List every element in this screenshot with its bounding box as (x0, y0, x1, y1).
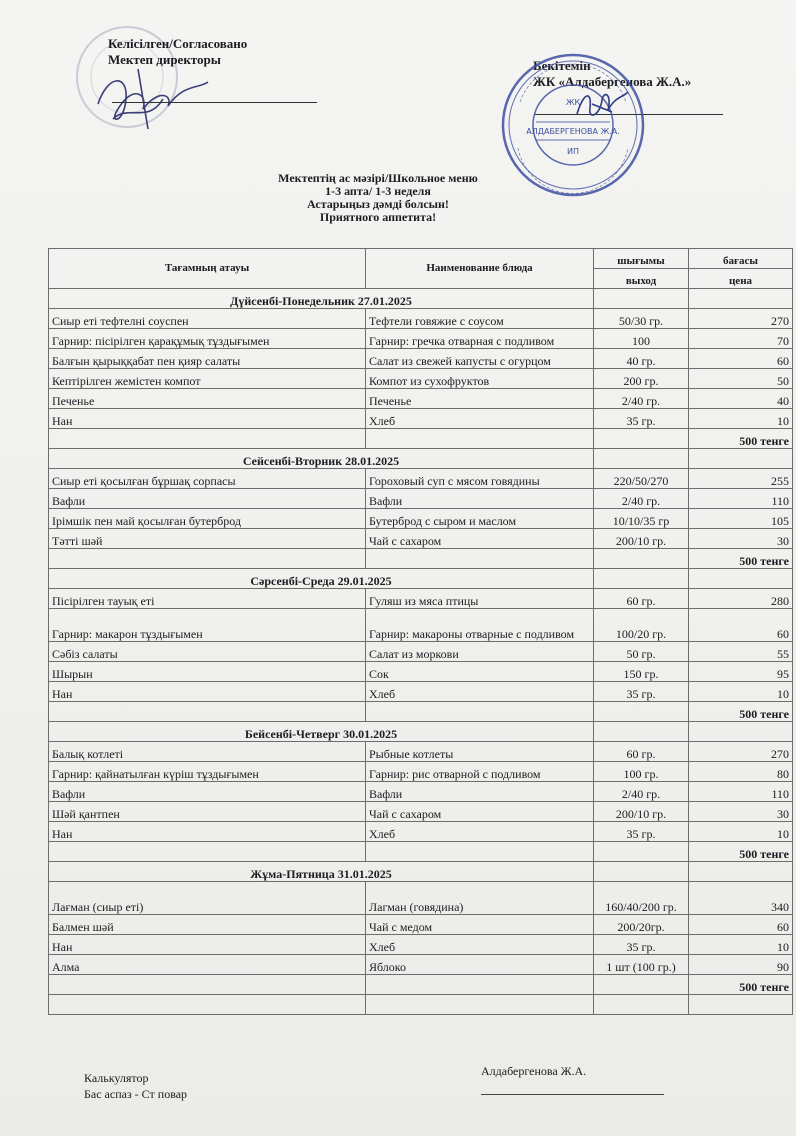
dish-price: 80 (689, 762, 793, 782)
dish-name-ru: Сок (366, 662, 594, 682)
empty-cell (689, 289, 793, 309)
day-total-row (49, 429, 793, 449)
empty-cell (49, 702, 366, 722)
dish-name-ru: Лагман (говядина) (366, 882, 594, 915)
table-row (49, 509, 793, 529)
day-total: 500 тенге (689, 842, 793, 862)
day-title: Дүйсенбі-Понедельник 27.01.2025 (49, 289, 594, 309)
day-header-row (49, 569, 793, 589)
dish-price: 270 (689, 742, 793, 762)
empty-cell (689, 449, 793, 469)
dish-yield: 200/10 гр. (594, 529, 689, 549)
dish-name-ru: Гарнир: макароны отварные с подливом (366, 609, 594, 642)
dish-yield: 35 гр. (594, 682, 689, 702)
stamp-text-middle: АЛДАБЕРГЕНОВА Ж.А. (526, 127, 620, 136)
empty-cell (49, 549, 366, 569)
menu-table-body (49, 249, 793, 1015)
dish-name-ru: Хлеб (366, 409, 594, 429)
footer-calculator: Калькулятор (84, 1071, 149, 1085)
empty-cell (594, 842, 689, 862)
empty-cell (594, 702, 689, 722)
empty-cell (594, 975, 689, 995)
empty-cell (366, 975, 594, 995)
dish-name-ru: Хлеб (366, 935, 594, 955)
empty-cell (366, 995, 594, 1015)
table-row (49, 642, 793, 662)
empty-cell (689, 722, 793, 742)
dish-name-kz: Сиыр еті қосылған бұршақ сорпасы (49, 469, 366, 489)
dish-yield: 200 гр. (594, 369, 689, 389)
empty-cell (594, 549, 689, 569)
dish-name-ru: Тефтели говяжие с соусом (366, 309, 594, 329)
dish-name-kz: Сәбіз салаты (49, 642, 366, 662)
dish-yield: 100 гр. (594, 762, 689, 782)
dish-name-kz: Нан (49, 935, 366, 955)
empty-cell (689, 995, 793, 1015)
dish-name-kz: Тәтті шәй (49, 529, 366, 549)
dish-name-kz: Пісірілген тауық еті (49, 589, 366, 609)
dish-name-kz: Гарнир: қайнатылған күріш тұздығымен (49, 762, 366, 782)
dish-yield: 200/20гр. (594, 915, 689, 935)
table-row (49, 489, 793, 509)
title-line3: Астарыңыз дәмді болсын! (307, 197, 449, 211)
dish-name-ru: Бутерброд с сыром и маслом (366, 509, 594, 529)
table-row (49, 349, 793, 369)
dish-name-ru: Хлеб (366, 682, 594, 702)
day-total: 500 тенге (689, 429, 793, 449)
dish-name-ru: Компот из сухофруктов (366, 369, 594, 389)
table-row (49, 915, 793, 935)
dish-name-kz: Кептірілген жемістен компот (49, 369, 366, 389)
dish-price: 10 (689, 822, 793, 842)
dish-price: 270 (689, 309, 793, 329)
dish-price: 95 (689, 662, 793, 682)
day-total-row (49, 975, 793, 995)
dish-yield: 200/10 гр. (594, 802, 689, 822)
dish-name-kz: Нан (49, 822, 366, 842)
dish-name-kz: Шырын (49, 662, 366, 682)
dish-name-ru: Вафли (366, 489, 594, 509)
dish-price: 60 (689, 349, 793, 369)
table-row (49, 822, 793, 842)
dish-name-ru: Вафли (366, 782, 594, 802)
empty-cell (689, 569, 793, 589)
dish-yield: 60 гр. (594, 742, 689, 762)
table-row (49, 409, 793, 429)
empty-cell (49, 429, 366, 449)
dish-yield: 50/30 гр. (594, 309, 689, 329)
title-line1: Мектептің ас мәзірі/Школьное меню (278, 171, 478, 185)
dish-name-kz: Вафли (49, 782, 366, 802)
table-row (49, 955, 793, 975)
dish-name-ru: Яблоко (366, 955, 594, 975)
table-row (49, 469, 793, 489)
dish-price: 340 (689, 882, 793, 915)
dish-price: 30 (689, 802, 793, 822)
day-title: Сәрсенбі-Среда 29.01.2025 (49, 569, 594, 589)
dish-name-kz: Гарнир: пісірілген қарақұмық тұздығымен (49, 329, 366, 349)
footer-left (84, 1070, 187, 1102)
dish-name-kz: Балық котлеті (49, 742, 366, 762)
dish-yield: 160/40/200 гр. (594, 882, 689, 915)
table-row (49, 369, 793, 389)
dish-price: 70 (689, 329, 793, 349)
dish-name-kz: Алма (49, 955, 366, 975)
footer-name: Алдабергенова Ж.А. (481, 1064, 587, 1078)
day-total-row (49, 549, 793, 569)
empty-cell (49, 842, 366, 862)
signature-line-left (112, 102, 317, 103)
dish-price: 50 (689, 369, 793, 389)
day-total-row (49, 702, 793, 722)
day-total: 500 тенге (689, 975, 793, 995)
dish-yield: 35 гр. (594, 935, 689, 955)
dish-price: 90 (689, 955, 793, 975)
table-row (49, 389, 793, 409)
dish-price: 105 (689, 509, 793, 529)
empty-cell (366, 702, 594, 722)
dish-yield: 40 гр. (594, 349, 689, 369)
table-row (49, 309, 793, 329)
dish-name-ru: Гуляш из мяса птицы (366, 589, 594, 609)
dish-name-kz: Нан (49, 409, 366, 429)
dish-yield: 35 гр. (594, 409, 689, 429)
table-row (49, 589, 793, 609)
dish-name-kz: Балғын қырыққабат пен қияр салаты (49, 349, 366, 369)
footer-chef: Бас аспаз - Ст повар (84, 1087, 188, 1101)
dish-name-ru: Рыбные котлеты (366, 742, 594, 762)
dish-name-ru: Гарнир: рис отварной с подливом (366, 762, 594, 782)
table-row (49, 609, 793, 642)
approval-left-line1: Келісілген/Согласовано (108, 36, 248, 51)
dish-yield: 1 шт (100 гр.) (594, 955, 689, 975)
dish-price: 60 (689, 915, 793, 935)
dish-yield: 2/40 гр. (594, 782, 689, 802)
table-row (49, 935, 793, 955)
dish-yield: 60 гр. (594, 589, 689, 609)
day-header-row (49, 862, 793, 882)
day-title: Сейсенбі-Вторник 28.01.2025 (49, 449, 594, 469)
table-row (49, 802, 793, 822)
dish-name-kz: Гарнир: макарон тұздығымен (49, 609, 366, 642)
empty-cell (366, 549, 594, 569)
dish-name-ru: Чай с сахаром (366, 802, 594, 822)
dish-name-kz: Сиыр еті тефтелні соуспен (49, 309, 366, 329)
day-title: Жұма-Пятница 31.01.2025 (49, 862, 594, 882)
day-header-row (49, 289, 793, 309)
dish-name-kz: Вафли (49, 489, 366, 509)
empty-cell (689, 862, 793, 882)
dish-name-ru: Чай с сахаром (366, 529, 594, 549)
dish-name-ru: Салат из свежей капусты с огурцом (366, 349, 594, 369)
dish-yield: 100 (594, 329, 689, 349)
dish-yield: 150 гр. (594, 662, 689, 682)
dish-name-kz: Лағман (сиыр еті) (49, 882, 366, 915)
title-line2: 1-3 апта/ 1-3 неделя (325, 184, 431, 198)
director-signature-icon (88, 64, 218, 134)
dish-name-ru: Гарнир: гречка отварная с подливом (366, 329, 594, 349)
table-row (49, 782, 793, 802)
dish-name-ru: Чай с медом (366, 915, 594, 935)
stamp-text-bottom: ИП (567, 147, 579, 156)
day-total: 500 тенге (689, 549, 793, 569)
header-yield-kz: шығымы (594, 249, 689, 269)
empty-cell (594, 429, 689, 449)
table-row (49, 329, 793, 349)
day-header-row (49, 722, 793, 742)
empty-cell (594, 449, 689, 469)
empty-cell (366, 842, 594, 862)
dish-name-ru: Хлеб (366, 822, 594, 842)
dish-price: 280 (689, 589, 793, 609)
dish-price: 110 (689, 782, 793, 802)
empty-cell (594, 722, 689, 742)
footer-signature-line (481, 1094, 664, 1095)
dish-name-kz: Печенье (49, 389, 366, 409)
title-line4: Приятного аппетита! (319, 210, 437, 224)
table-row (49, 742, 793, 762)
dish-price: 10 (689, 409, 793, 429)
dish-yield: 35 гр. (594, 822, 689, 842)
dish-yield: 50 гр. (594, 642, 689, 662)
empty-cell (49, 995, 366, 1015)
day-header-row (49, 449, 793, 469)
approval-left-line2: Мектеп директоры (108, 52, 221, 67)
stamp-text-top: ЖК (565, 98, 581, 107)
dish-yield: 2/40 гр. (594, 489, 689, 509)
approval-right-line2: ЖК «Алдабергенова Ж.А.» (533, 74, 692, 89)
header-kz-name: Тағамның атауы (49, 249, 366, 289)
dish-price: 10 (689, 935, 793, 955)
table-row (49, 882, 793, 915)
dish-name-ru: Гороховый суп с мясом говядины (366, 469, 594, 489)
day-total-row (49, 842, 793, 862)
dish-price: 60 (689, 609, 793, 642)
dish-price: 10 (689, 682, 793, 702)
empty-cell (366, 429, 594, 449)
dish-price: 30 (689, 529, 793, 549)
empty-cell (49, 975, 366, 995)
page-title (0, 172, 796, 224)
dish-name-kz: Балмен шәй (49, 915, 366, 935)
header-yield-ru: выход (594, 269, 689, 289)
dish-price: 255 (689, 469, 793, 489)
menu-table (48, 248, 793, 1015)
header-price-ru: цена (689, 269, 793, 289)
dish-yield: 220/50/270 (594, 469, 689, 489)
owner-signature-icon (572, 86, 632, 122)
empty-cell (594, 862, 689, 882)
empty-cell (594, 289, 689, 309)
dish-name-kz: Ірімшік пен май қосылған бутерброд (49, 509, 366, 529)
day-total: 500 тенге (689, 702, 793, 722)
dish-yield: 100/20 гр. (594, 609, 689, 642)
approval-right-line1: Бекітемін (533, 58, 591, 73)
table-row (49, 662, 793, 682)
empty-cell (594, 569, 689, 589)
table-row (49, 682, 793, 702)
dish-price: 40 (689, 389, 793, 409)
dish-price: 55 (689, 642, 793, 662)
dish-name-kz: Нан (49, 682, 366, 702)
dish-price: 110 (689, 489, 793, 509)
blank-row (49, 995, 793, 1015)
table-row (49, 529, 793, 549)
dish-name-kz: Шәй қантпен (49, 802, 366, 822)
header-ru-name: Наименование блюда (366, 249, 594, 289)
empty-cell (594, 995, 689, 1015)
table-header-row (49, 249, 793, 269)
header-price-kz: бағасы (689, 249, 793, 269)
dish-name-ru: Печенье (366, 389, 594, 409)
day-title: Бейсенбі-Четверг 30.01.2025 (49, 722, 594, 742)
table-row (49, 762, 793, 782)
dish-yield: 10/10/35 гр (594, 509, 689, 529)
dish-yield: 2/40 гр. (594, 389, 689, 409)
dish-name-ru: Салат из моркови (366, 642, 594, 662)
